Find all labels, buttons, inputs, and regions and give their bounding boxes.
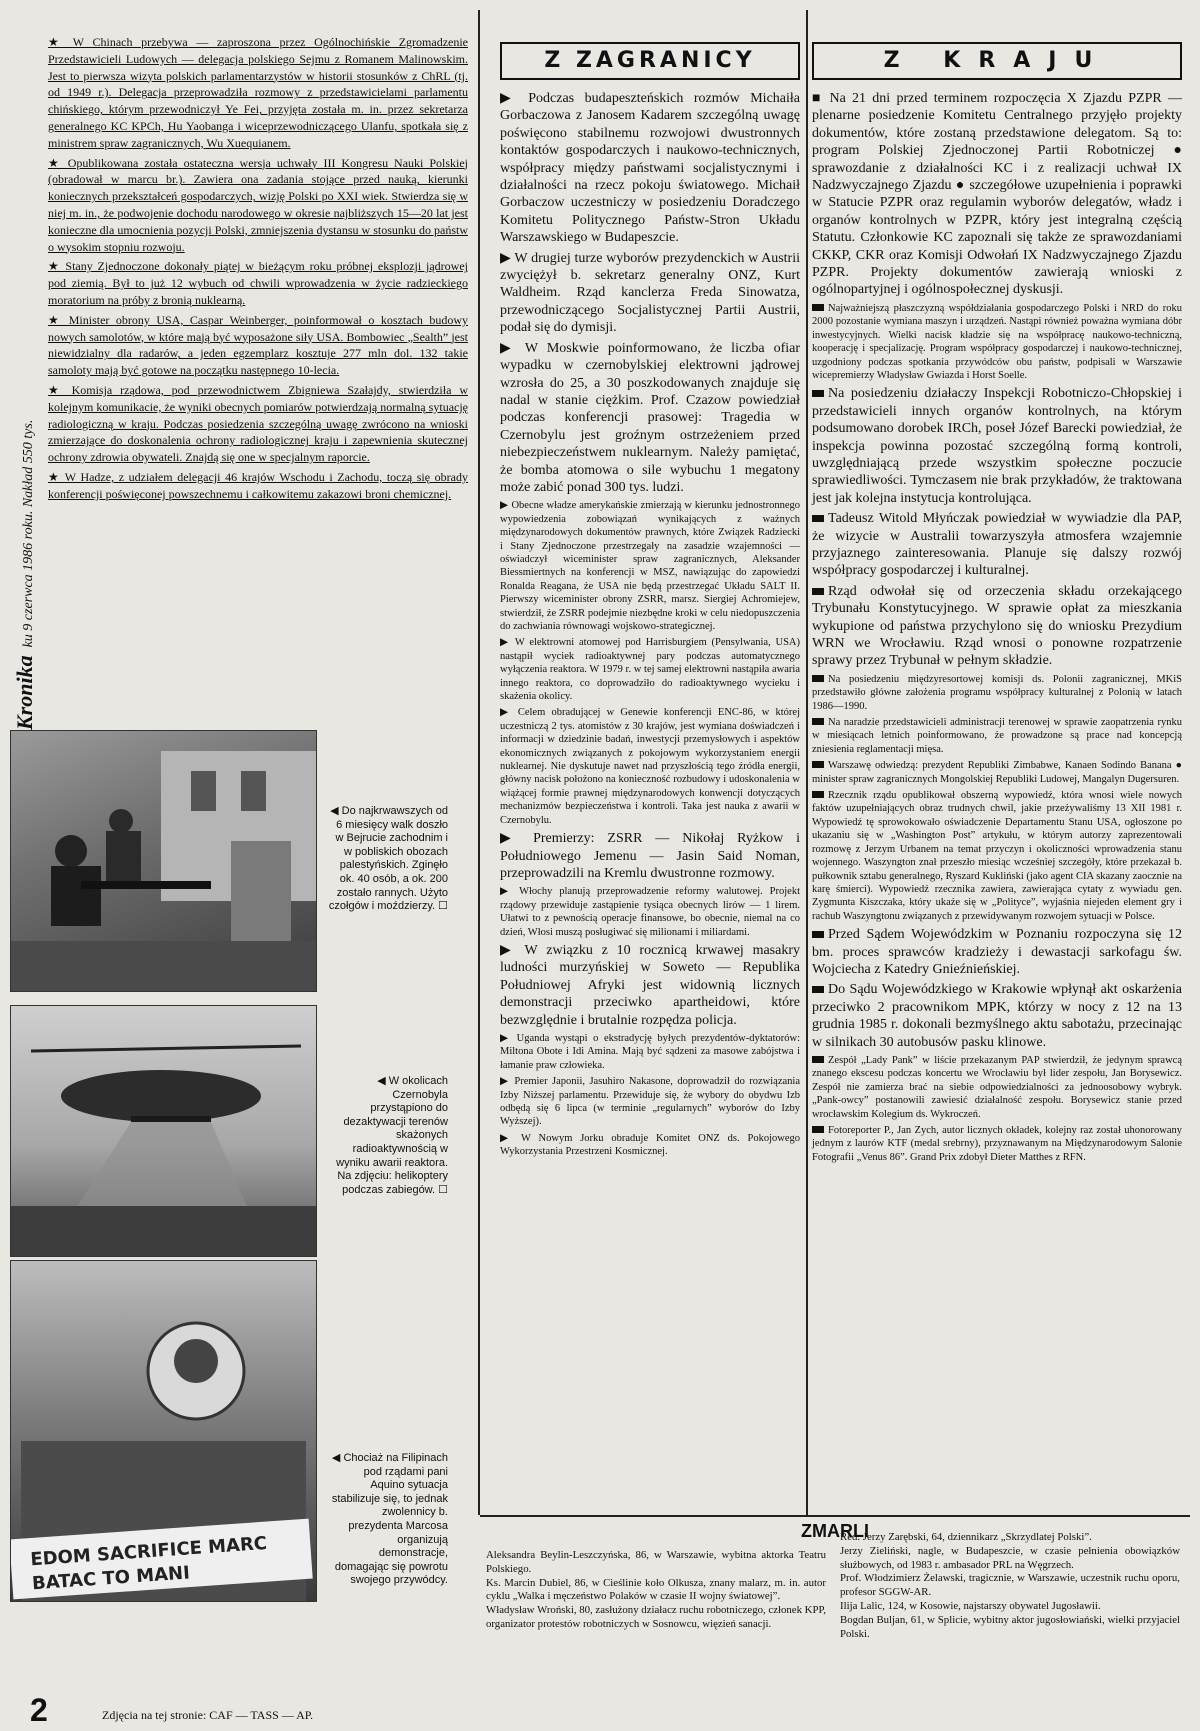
caption-beirut: ◀ Do najkrwawszych od 6 miesięcy walk doszło w Bejrucie zachodnim i w pobliskich obozach palestyńskich. Zginęło ok. 40 osób, a ok. 200 zostało rannych. Użyto czołgów i moździerzy. ☐ bbox=[328, 805, 448, 913]
item-text: Tadeusz Witold Młyńczak powiedział w wywiadzie dla PAP, że wizycie w Australii towarzyszyła atmosfera wzajemnie przyjaznego zainteresowania. Planuje się dalszy rozwój współpracy gospodarczej i kulturalnej. bbox=[812, 511, 1182, 579]
news-item: ▶ W drugiej turze wyborów prezydenckich w Austrii zwyciężył b. sekretarz generalny ONZ, Kurt Waldheim. Rząd kanclerza Freda Sinowatza, przewodniczącego Socjalistycznej Partii Austrii, podał się do dymisji. bbox=[500, 250, 800, 336]
item-text: Na naradzie przedstawicieli administracji terenowej w sprawie zaopatrzenia rynku w miesiącach letnich poinformowano, że prowadzone są prace nad koncepcją zniesienia reglamentacji mięsa. bbox=[812, 717, 1182, 755]
news-item-small: ▶ Premier Japonii, Jasuhiro Nakasone, doprowadził do rozwiązania Izby Niższej parlamentu. Przewiduje się, że wybory do obydwu Izb odbędą się 6 lipca (w terminie „regularnych” wyborów do Izby Wyższej). bbox=[500, 1076, 800, 1128]
obituary-entry: Red. Jerzy Zarębski, 64, dziennikarz „Skrzydlatej Polski”. bbox=[840, 1531, 1092, 1543]
news-item-small bbox=[812, 1124, 1182, 1164]
news-item-small bbox=[812, 673, 1182, 713]
side-masthead-text bbox=[12, 420, 38, 730]
bullet-block-icon bbox=[812, 588, 824, 595]
bullet-block-icon bbox=[812, 931, 824, 938]
bullet-block-icon bbox=[812, 791, 824, 798]
obituaries-left bbox=[486, 1549, 826, 1632]
news-item bbox=[812, 385, 1182, 507]
column-rule-2 bbox=[806, 10, 808, 1515]
news-item: ■ Na 21 dni przed terminem rozpoczęcia X Zjazdu PZPR — plenarne posiedzenie Komitetu Centralnego przyjęło projekty dokumentów, które zostaną przedstawione delegatom. Są to: program Polskiej Zjednoczonej Partii Robotniczej ● sprawozdanie z działalności KC i z realizacji uchwał IX Nadzwyczajnego Zjazdu ● szczegółowe uzupełnienia i poprawki w Statucie PZPR oraz regulamin wyborów delegatów, władz i organów kontrolnych w PZPR, który jest integralną częścią Statutu. Członkowie KC zapoznali się także ze sprawozdaniami CKKP, CKR oraz Komisji Odwołań IX Nadzwyczajnego Zjazdu PZPR. Projekty dokumentów zawierają wnioski z ogólnopartyjnej i ogólnospołecznej dyskusji. bbox=[812, 91, 1182, 298]
news-item: ▶ W Moskwie poinformowano, że liczba ofiar wypadku w czernobylskiej elektrowni jądrowej wzrosła do 25, a 30 poszkodowanych znajduje się nadal w stanie ciężkim. Prof. Czazow powiedział podczas konferencji prasowej: Tragedia w Czernobylu jest groźnym ostrzeżeniem przed niebezpieczeństwem nuklearnym. Należy pamiętać, że bomba atomowa o sile wybuchu 1 megatony może zabić ponad 300 tys. ludzi. bbox=[500, 340, 800, 495]
brief-item: ★ Opublikowana została ostateczna wersja uchwały III Kongresu Nauki Polskiej (obradował w marcu br.). Zawiera ona zadania stojące przed nauką, kierunki koniecznych przekształceń gospodarczych, wizję Polski po XXI wiek. Stwierdza się w niej m. in., że podwojenie dochodu narodowego w okresie najbliższych 15—20 lat jest konieczne dla umocnienia pozycji Polski, zmniejszenia dystansu w stosunku do państw o wysokim stopniu rozwoju. bbox=[48, 155, 468, 254]
caption-philippines: ◀ Chociaż na Filipinach pod rządami pani Aquino sytuacja stabilizuje się, to jednak zwolennicy b. prezydenta Marcosa organizują demonstracje, domagając się powrotu swojego przywódcy. bbox=[331, 1452, 448, 1587]
item-text: Najważniejszą płaszczyzną współdziałania gospodarczego Polski i NRD do roku 2000 pozostanie wymiana maszyn i urządzeń. Nastąpi również poważna wymiana dóbr inwestycyjnych. Wielki nacisk kładzie się na współpracę naukowo-techniczną, kooperację i specjalizację. Program współpracy gospodarczej i naukowo-technicznej, uzgodniony podczas spotkania przywódców obu państw, podpisali w Warszawie wicepremierzy Władysław Gwiazda i Horst Soelle. bbox=[812, 302, 1182, 381]
side-masthead bbox=[0, 40, 40, 740]
obituary-entry: Ks. Marcin Dubiel, 86, w Cieślinie koło Olkusza, znany malarz, m. in. autor cyklu „Walka i męczeństwo Polaków w czasie II wojny światowej”. bbox=[486, 1576, 826, 1603]
item-text: Rzecznik rządu opublikował obszerną wypowiedź, która wnosi wiele nowych faktów uzupełniających obraz trudnych chwil, jakie przeżywaliśmy 13 XII 1981 r. Wypowiedź tę sprowokowało oświadczenie Departamentu Stanu USA, ogłoszone po ukazaniu się w „Washington Post” artykułu, w którym autorzy zaprezentowali rozmowę z Jerzym Urbanem na temat przyczyn i okoliczności wprowadzenia stanu wojennego. Waszyngton znał przeszło miesiąc wcześniej szczegóły, które przekazał b. pułkownik sztabu generalnego, Ryszard Kukliński (jako agent CIA skazany zaocznie na karę śmierci). Wypowiedź rzecznika zawiera, zawierająca cytaty z wywiadu gen. Zygmunta Kiszczaka, który ukaże się w „Polityce”, wyjaśnia niejeden element gry i rachub Waszyngtonu związanych z przewidywanym rozwojem sytuacji w Polsce. bbox=[812, 790, 1182, 922]
news-item-small bbox=[812, 716, 1182, 756]
news-item: ▶ Premierzy: ZSRR — Nikołaj Ryżkow i Południowego Jemenu — Jasin Said Noman, przeprowadzili na Kremlu dwustronne rozmowy. bbox=[500, 831, 800, 881]
obituary-entry: Prof. Włodzimierz Żelawski, tragicznie, w Warszawie, uczestnik ruchu oporu, profesor SGGW-AR. bbox=[840, 1572, 1180, 1599]
item-text: Fotoreporter P., Jan Zych, autor licznych okładek, kolejny raz został uhonorowany jednym z laurów KTF (medal srebrny), przyznawanym na Międzynarodowym Salonie Fotografii „Venus 86”. Grand Prix zdobył Dieter Matthes z RFN. bbox=[812, 1125, 1182, 1163]
news-item-small: ▶ W Nowym Jorku obraduje Komitet ONZ ds. Pokojowego Wykorzystania Przestrzeni Kosmicznej. bbox=[500, 1132, 800, 1158]
bullet-block-icon bbox=[812, 1126, 824, 1133]
bullet-block-icon bbox=[812, 718, 824, 725]
news-item-small: ▶ Obecne władze amerykańskie zmierzają w kierunku jednostronnego wypowiedzenia zobowiązań wynikających z ważnych międzynarodowych dokumentów prawnych, które Związek Radziecki i Stany Zjednoczone przestrzegały na zasadzie wzajemności — oświadczył wiceminister spraw zagranicznych, Aleksander Biessmiertnych na konferencji w MSZ, nawiązując do zapowiedzi Ronalda Reagana, że USA nie będą przestrzegać Układu SALT II. Pierwszy wiceminister obrony ZSRR, marsz. Siergiej Achromiejew, stwierdził, że ZSRR podejmie niezbędne kroki w celu niedopuszczenia do zachwiania równowagi wojskowo-strategicznej. bbox=[500, 500, 800, 632]
brief-item: ★ W Hadze, z udziałem delegacji 46 krajów Wschodu i Zachodu, toczą się obrady konferencji poświęconej powszechnemu i całkowitemu zakazowi broni chemicznej. bbox=[48, 469, 468, 501]
item-text: Warszawę odwiedzą: prezydent Republiki Zimbabwe, Kanaen Sodindo Banana ● minister spraw zagranicznych Mongolskiej Republiki Ludowej, Mangalyn Dugersuren. bbox=[812, 760, 1182, 785]
obituary-entry: Władysław Wroński, 80, zasłużony działacz ruchu robotniczego, członek KPP, organizator protestów robotniczych w Sosnowcu, więzień sanacji. bbox=[486, 1604, 826, 1630]
item-text: Przed Sądem Wojewódzkim w Poznaniu rozpoczyna się 12 bm. proces sprawców kradzieży i dewastacji sarkofagu św. Wojciecha z Katedry Gnieźnieńskiej. bbox=[812, 927, 1182, 977]
news-item-small: ▶ Celem obradującej w Genewie konferencji ENC-86, w której uczestniczą 2 tys. atomistów z 30 krajów, jest wymiana doświadczeń i informacji w dziedzinie badań, inwestycji przemysłowych i aspektów ekonomicznych związanych z pokojowym wykorzystaniem energii nuklearnej. Nie dyskutuje nawet nad przyszłością tego źródła energii, główny nacisk położono na konieczność rozbudowy i udoskonalenia w wiążącej formie prawnej międzynarodowych konwencji dotyczących mechanizmów bezpieczeństwa i kontroli. Taka jest nauka z awarii w Czernobylu. bbox=[500, 707, 800, 826]
column-news-briefs bbox=[48, 34, 468, 506]
brief-item: ★ Minister obrony USA, Caspar Weinberger, poinformował o kosztach budowy nowych samolotów, w które mają być wyposażone siły USA. Bombowiec „Sealth” jest niewidzialny dla radarów, a jeden egzemplarz kosztuje 277 mln dol. 132 takie samoloty mają być gotowe na początku następnego 10-lecia. bbox=[48, 312, 468, 378]
news-item bbox=[812, 926, 1182, 978]
bullet-block-icon bbox=[812, 515, 824, 522]
helicopter-illustration bbox=[11, 1006, 316, 1256]
obituary-entry: Jerzy Zieliński, nagle, w Budapeszcie, w czasie pełnienia obowiązków służbowych, od 1983 r. ambasador PRL na Węgrzech. bbox=[840, 1544, 1180, 1571]
photo-philippines-demonstration bbox=[10, 1260, 317, 1602]
protest-banner: EDOM SACRIFICE MARC BATAC TO MANI bbox=[29, 1532, 268, 1595]
obituaries-section bbox=[480, 1515, 1190, 1640]
news-item-small bbox=[812, 1054, 1182, 1121]
photo-chernobyl-helicopter bbox=[10, 1005, 317, 1257]
bullet-block-icon bbox=[812, 304, 824, 311]
obituaries-right bbox=[840, 1531, 1180, 1641]
news-item-small: ▶ W elektrowni atomowej pod Harrisburgiem (Pensylwania, USA) nastąpił wyciek radioaktywnej pary podczas automatycznego wyłączenia reaktora. W 1979 r. w tej samej elektrowni nastąpiła awaria innego reaktora, co doprowadziło do radioaktywnego wycieku i skażenia okolicy. bbox=[500, 637, 800, 703]
issue-info: ku 9 czerwca 1986 roku. Nakład 550 tys. bbox=[21, 419, 36, 648]
news-item-small bbox=[812, 302, 1182, 382]
bullet-block-icon bbox=[812, 1056, 824, 1063]
obituaries-title: ZMARLI bbox=[801, 1521, 869, 1541]
column-rule-1 bbox=[478, 10, 480, 1515]
item-text: Zespół „Lady Pank” w liście przekazanym PAP stwierdził, że jedynym sprawcą znanego ekscesu podczas koncertu we Wrocławiu był lider zespołu, Jan Borysewicz. Zespół nie zamierza brać na siebie odpowiedzialności za jednoosobowy wybryk. „Pank-owcy” postanowili zawiesić działalność zespołu. Borysewicz stanie przed wrocławskim Kolegium ds. Wykroczeń. bbox=[812, 1054, 1182, 1120]
obituary-entry: Aleksandra Beylin-Leszczyńska, 86, w Warszawie, wybitna aktorka Teatru Polskiego. bbox=[486, 1549, 826, 1575]
obituary-entry: Bogdan Buljan, 61, w Splicie, wybitny aktor jugosłowiański, wielki przyjaciel Polski. bbox=[840, 1613, 1180, 1640]
section-header-z-kraju: Z KRAJU bbox=[812, 42, 1182, 80]
news-item: ▶ Podczas budapeszteńskich rozmów Michaiła Gorbaczowa z Janosem Kadarem szczególną uwagę poświęcono stabilnemu rozwojowi dwustronnych kontaktów gospodarczych i naukowo-technicznych, współpracy między państwami socjalistycznymi i działalności na rzecz pokoju światowego. Michaił Gorbaczow uczestniczy w posiedzeniu Doradczego Komitetu Politycznego Państw-Stron Układu Warszawskiego w Budapeszcie. bbox=[500, 91, 800, 246]
photo-beirut-fighting bbox=[10, 730, 317, 992]
news-item-small: ▶ Włochy planują przeprowadzenie reformy walutowej. Projekt rządowy przewiduje zastąpienie tysiąca obecnych lirów — 1 lirem. Ułatwi to z pewnością operacje finansowe, bo obecnie, niemal na co dzień, Włosi muszą posługiwać się milionami i miliardami. bbox=[500, 886, 800, 938]
item-text: Na posiedzeniu działaczy Inspekcji Robotniczo-Chłopskiej i przedstawicieli innych organów kontrolnych, na którym podsumowano dorobek IRCh, poseł Józef Barecki powiedział, że inspekcja powinna pozostać szczególną formą kontroli, uwzględniającą przede wszystkim społeczne poczucie sprawiedliwości. Tymczasem nie brak przykładów, że traktowana jest jak kolejna instytucja kontrolująca. bbox=[812, 386, 1182, 506]
obituary-entry: Ilija Lalic, 124, w Kosowie, najstarszy obywatel Jugosławii. bbox=[840, 1599, 1101, 1612]
brief-item: ★ W Chinach przebywa — zaproszona przez Ogólnochińskie Zgromadzenie Przedstawicieli Ludowych — delegacja polskiego Sejmu z Romanem Malinowskim. Jest to pierwsza wizyta polskich parlamentarzystów w historii stosunków z ChRL (tj. od 1949 r.). Delegacja przeprowadziła rozmowy z przedstawicielami parlamentu chińskiego, którym przewodniczył Ye Fei, przyjęta została m. in. przez sekretarza generalnego KC KPCh, Hu Yaobanga i wiceprzewodniczącego Ulanfu, spotkała się z ministrem spraw zagranicznych, Wu Xuequianem. bbox=[48, 35, 468, 150]
item-text: Na posiedzeniu międzyresortowej komisji ds. Polonii zagranicznej, MKiS przedstawiło główne założenia programu współpracy kulturalnej z Polonią w latach 1986—1990. bbox=[812, 673, 1182, 712]
item-text: Rząd odwołał się od orzeczenia składu orzekającego Trybunału Konstytucyjnego. W sprawie opłat za mieszkania wykupione od państwa przychylono się do wniosku Prezydium WRN we Wrocławiu. Rząd wnosi o ponowne rozpatrzenie sprawy przez Trybunał w pełnym składzie. bbox=[812, 583, 1182, 669]
news-item bbox=[812, 583, 1182, 670]
bullet-block-icon bbox=[812, 675, 824, 682]
brief-item: ★ Komisja rządowa, pod przewodnictwem Zbigniewa Szałajdy, stwierdziła w kolejnym komunikacie, że wyniki obecnych pomiarów potwierdzają normalną sytuację radiologiczną w kraju. Podczas posiedzenia szczególną uwagę zwrócono na wnioski zmierzające do doskonalenia ochrony radiologicznej kraju i zapewnienia skutecznej ochrony zdrowia obywateli. Znajdą się one w specjalnym raporcie. bbox=[48, 382, 468, 465]
photo-credit: Zdjęcia na tej stronie: CAF — TASS — AP. bbox=[102, 1708, 314, 1722]
news-item: ▶ W związku z 10 rocznicą krwawej masakry ludności murzyńskiej w Soweto — Republika Południowej Afryki jest widownią licznych demonstracji przeciwko apartheidowi, które bezwzględnie i brutalnie rozpędza policja. bbox=[500, 942, 800, 1028]
magazine-logo: Kronika bbox=[12, 655, 37, 730]
news-item-small bbox=[812, 759, 1182, 786]
column-z-kraju bbox=[812, 42, 1182, 1167]
bullet-block-icon bbox=[812, 986, 824, 993]
brief-item: ★ Stany Zjednoczone dokonały piątej w bieżącym roku próbnej eksplozji jądrowej pod ziemią. Był to już 12 wybuch od chwili wprowadzenia w życie radzieckiego moratorium na próby z bronią nuklearną. bbox=[48, 259, 468, 307]
bullet-block-icon bbox=[812, 390, 824, 397]
soldiers-illustration bbox=[11, 731, 316, 991]
column-z-zagranicy bbox=[500, 42, 800, 1162]
news-item bbox=[812, 510, 1182, 580]
bullet-block-icon bbox=[812, 761, 824, 768]
news-item-small: ▶ Uganda wystąpi o ekstradycję byłych prezydentów-dyktatorów: Miltona Obote i Idi Amina. Mają być sądzeni za masowe zabójstwa i łamanie praw człowieka. bbox=[500, 1032, 800, 1071]
news-item bbox=[812, 981, 1182, 1051]
item-text: Do Sądu Wojewódzkiego w Krakowie wpłynął akt oskarżenia przeciwko 2 pracownikom MPK, którzy w nocy z 12 na 13 grudnia 1985 r. dokonali bezmyślnego aktu sabotażu, przecinając w silnikach 30 autobusów pasku klinowe. bbox=[812, 982, 1182, 1050]
caption-chernobyl: ◀ W okolicach Czernobyla przystąpiono do dezaktywacji terenów skażonych radioaktywnością w wyniku awarii reaktora. Na zdjęciu: helikoptery podczas zabiegów. ☐ bbox=[336, 1075, 448, 1196]
section-header-z-zagranicy: Z ZAGRANICY bbox=[500, 42, 800, 80]
page-number: 2 bbox=[30, 1692, 48, 1728]
news-item-small bbox=[812, 789, 1182, 923]
